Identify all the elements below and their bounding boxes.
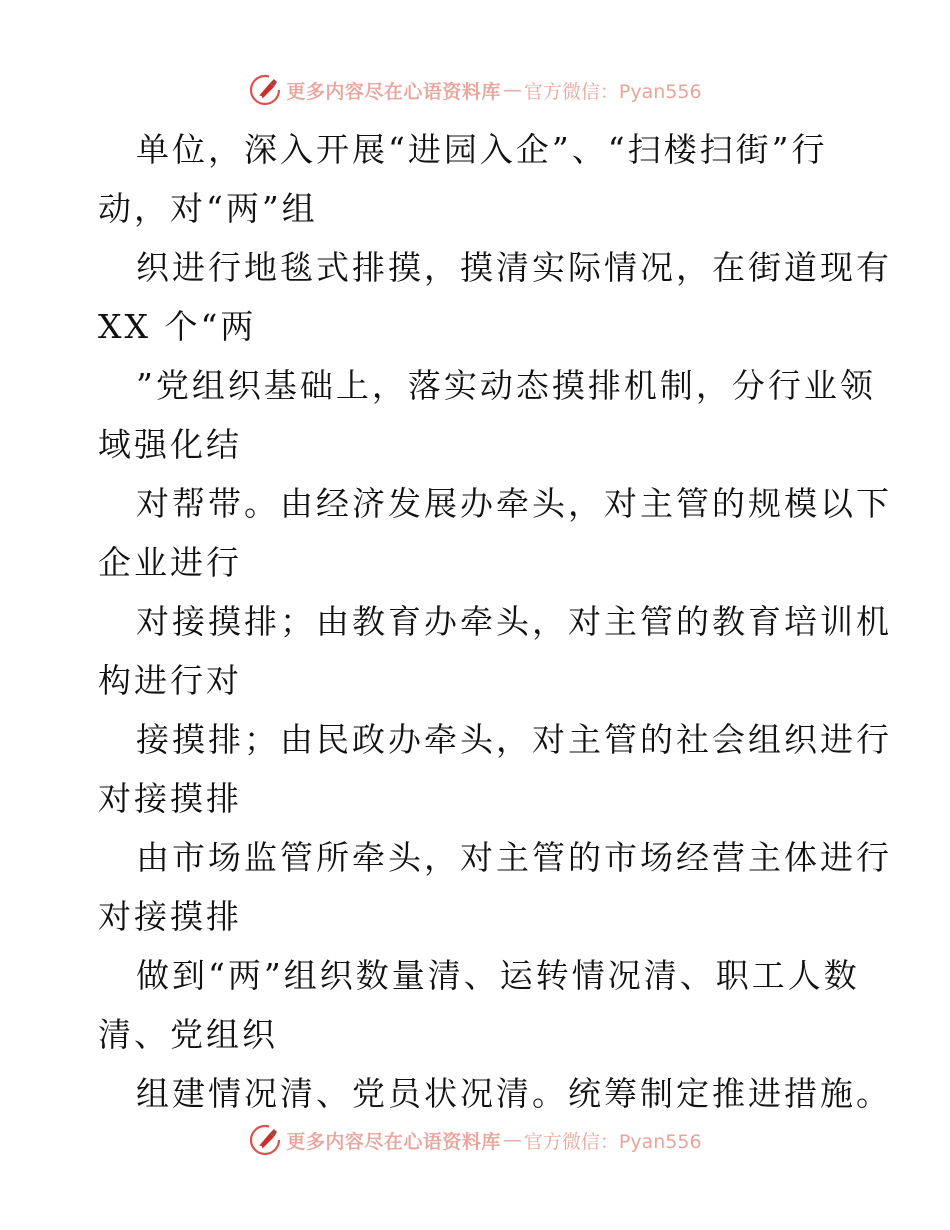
paragraph-line: XX 个“两 [98,307,257,346]
watermark-wechat: 官方微信：Pyan556 [523,80,702,103]
paragraph-line: 织进行地毯式排摸，摸清实际情况，在街道现有 [136,248,892,287]
paragraph-line: 做到“两”组织数量清、运转情况清、职工人数 [136,956,860,995]
paragraph-line: 构进行对 [98,661,242,700]
paragraph-line: 域强化结 [98,425,242,464]
paragraph-line: 动，对“两”组 [98,189,318,228]
pen-nib-logo-icon [248,73,282,107]
paragraph-line: 对帮带。由经济发展办牵头，对主管的规模以下 [136,484,892,523]
paragraph-line: 由市场监管所牵头，对主管的市场经营主体进行 [136,838,892,877]
header-watermark [0,70,950,110]
watermark-wechat: 官方微信：Pyan556 [523,1130,702,1153]
watermark-separator: — [502,1129,522,1151]
watermark-text: 更多内容尽在心语资料库 [286,80,501,103]
paragraph-line: 对接摸排 [98,779,242,818]
paragraph-line: 对接摸排；由教育办牵头，对主管的教育培训机 [136,602,892,641]
paragraph-line: 对接摸排 [98,897,242,936]
document-body [98,120,892,1123]
paragraph-line: 单位，深入开展“进园入企”、“扫楼扫街”行 [136,130,828,169]
watermark-separator: — [502,79,522,101]
paragraph-line: 接摸排；由民政办牵头，对主管的社会组织进行 [136,720,892,759]
paragraph-line: 组建情况清、党员状况清。统筹制定推进措施。 [136,1074,892,1113]
paragraph-line: ”党组织基础上，落实动态摸排机制，分行业领 [136,366,876,405]
watermark-text: 更多内容尽在心语资料库 [286,1130,501,1153]
footer-watermark [0,1120,950,1160]
paragraph-line: 企业进行 [98,543,242,582]
paragraph-line: 清、党组织 [98,1015,278,1054]
pen-nib-logo-icon [248,1123,282,1157]
